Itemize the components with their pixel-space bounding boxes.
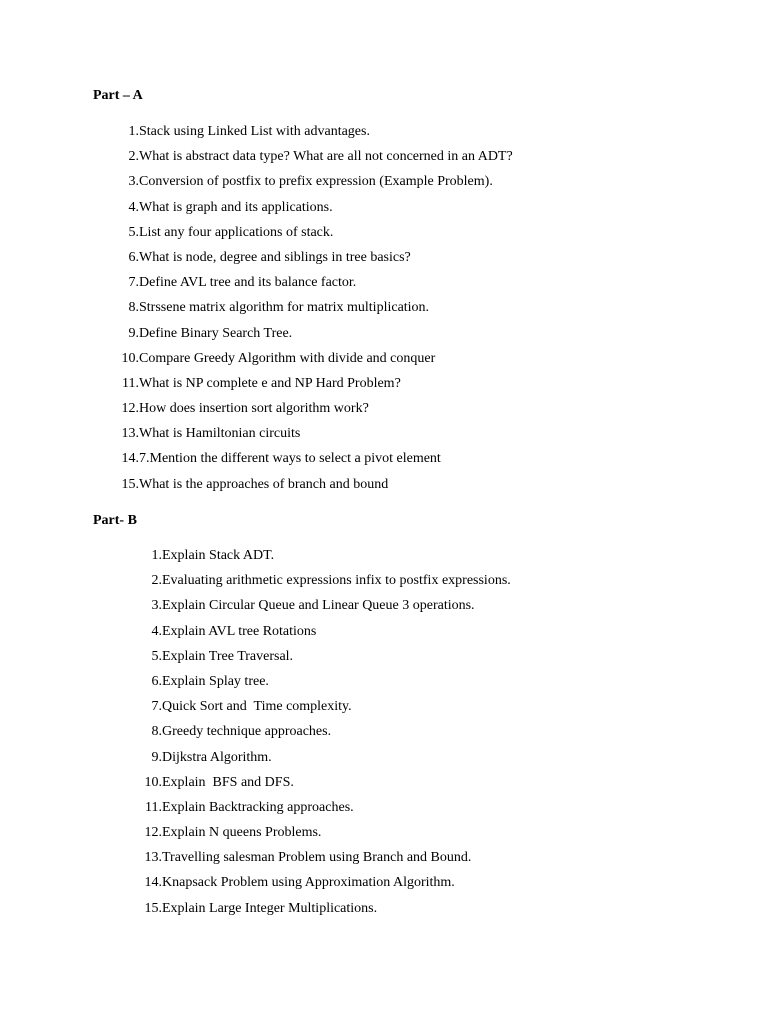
item-number: 7.	[128, 275, 139, 291]
list-item	[116, 719, 332, 744]
question-text: What is NP complete e and NP Hard Problem?	[139, 375, 401, 391]
question-text: Explain AVL tree Rotations	[162, 623, 317, 639]
list-item	[116, 795, 354, 820]
list-item	[93, 169, 493, 194]
item-number: 5.	[128, 224, 139, 240]
item-number: 10.	[144, 774, 162, 790]
list-item	[93, 346, 436, 371]
item-number: 6.	[151, 673, 162, 689]
item-number: 4.	[128, 199, 139, 215]
list-item	[116, 669, 269, 694]
list-item	[116, 619, 317, 644]
part-b-question-list	[116, 543, 511, 921]
list-item	[93, 295, 430, 320]
list-item	[116, 644, 294, 669]
part-b-heading: Part- B	[93, 513, 137, 528]
list-item	[93, 472, 389, 497]
item-number: 15.	[121, 476, 139, 492]
list-item	[116, 593, 475, 618]
question-text: Knapsack Problem using Approximation Algorithm.	[162, 875, 455, 891]
item-number: 11.	[145, 799, 162, 815]
item-number: 11.	[122, 375, 139, 391]
question-text: Strssene matrix algorithm for matrix multiplication.	[139, 300, 430, 316]
list-item	[93, 245, 411, 270]
question-text: Explain Splay tree.	[162, 673, 269, 689]
list-item	[116, 568, 511, 593]
question-text: List any four applications of stack.	[139, 224, 334, 240]
question-text: Define Binary Search Tree.	[139, 325, 293, 341]
item-number: 12.	[121, 401, 139, 417]
list-item	[116, 745, 272, 770]
item-number: 5.	[151, 648, 162, 664]
list-item	[116, 870, 455, 895]
question-text: Define AVL tree and its balance factor.	[139, 275, 357, 291]
list-item	[116, 896, 378, 921]
list-item	[116, 543, 275, 568]
item-number: 15.	[144, 900, 162, 916]
item-number: 12.	[144, 825, 162, 841]
question-text: Explain Large Integer Multiplications.	[162, 900, 378, 916]
list-item	[93, 371, 401, 396]
item-number: 10.	[121, 350, 139, 366]
item-number: 2.	[151, 573, 162, 589]
list-item	[93, 321, 293, 346]
question-text: Explain Stack ADT.	[162, 548, 275, 563]
item-number: 9.	[128, 325, 139, 341]
question-text: Travelling salesman Problem using Branch and Bound.	[162, 850, 472, 866]
list-item	[116, 770, 294, 795]
question-text: Dijkstra Algorithm.	[162, 749, 272, 765]
list-item	[93, 421, 301, 446]
question-text: Explain BFS and DFS.	[162, 774, 294, 790]
question-text: Explain Tree Traversal.	[162, 648, 294, 664]
question-text: Explain N queens Problems.	[162, 825, 322, 841]
list-item	[93, 195, 333, 220]
list-item	[93, 396, 369, 421]
question-text: Explain Circular Queue and Linear Queue 3 operations.	[162, 598, 475, 614]
item-number: 13.	[144, 850, 162, 866]
list-item	[93, 446, 441, 471]
item-number: 1.	[151, 548, 162, 563]
list-item	[116, 694, 352, 719]
item-number: 9.	[151, 749, 162, 765]
item-number: 8.	[128, 300, 139, 316]
list-item	[116, 820, 322, 845]
part-a-heading: Part – A	[93, 88, 143, 103]
question-text: Greedy technique approaches.	[162, 724, 332, 740]
question-text: Stack using Linked List with advantages.	[139, 124, 370, 139]
question-text: What is graph and its applications.	[139, 199, 333, 215]
item-number: 14.	[144, 875, 162, 891]
item-number: 4.	[151, 623, 162, 639]
question-text: 7.Mention the different ways to select a pivot element	[139, 451, 441, 467]
question-text: Explain Backtracking approaches.	[162, 799, 354, 815]
item-number: 13.	[121, 426, 139, 442]
question-text: Quick Sort and Time complexity.	[162, 699, 352, 715]
item-number: 7.	[151, 699, 162, 715]
question-text: What is the approaches of branch and bound	[139, 476, 389, 492]
list-item	[93, 270, 357, 295]
question-text: Conversion of postfix to prefix expression (Example Problem).	[139, 174, 493, 190]
item-number: 3.	[151, 598, 162, 614]
question-text: What is Hamiltonian circuits	[139, 426, 301, 442]
question-text: What is node, degree and siblings in tree basics?	[139, 249, 411, 265]
item-number: 1.	[128, 124, 139, 139]
item-number: 2.	[128, 149, 139, 165]
item-number: 8.	[151, 724, 162, 740]
part-a-question-list	[93, 119, 513, 497]
question-text: Evaluating arithmetic expressions infix to postfix expressions.	[162, 573, 511, 589]
list-item	[93, 119, 370, 144]
list-item	[93, 144, 513, 169]
question-text: Compare Greedy Algorithm with divide and conquer	[139, 350, 436, 366]
item-number: 14.	[121, 451, 139, 467]
list-item	[93, 220, 334, 245]
item-number: 6.	[128, 249, 139, 265]
item-number: 3.	[128, 174, 139, 190]
question-text: How does insertion sort algorithm work?	[139, 401, 369, 417]
question-text: What is abstract data type? What are all not concerned in an ADT?	[139, 149, 513, 165]
list-item	[116, 845, 472, 870]
